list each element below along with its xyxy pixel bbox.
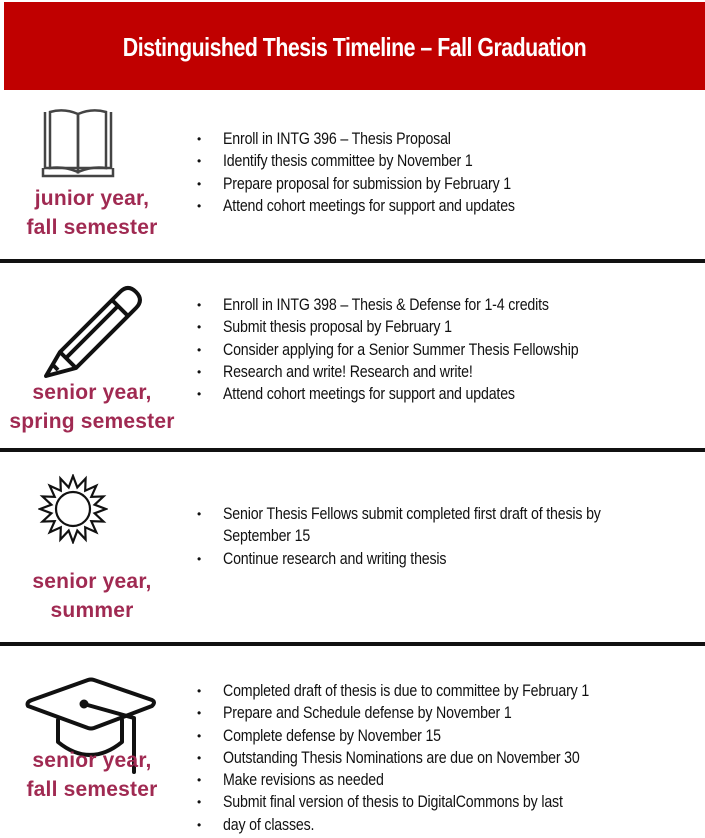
list-item-continuation: September 15 bbox=[223, 527, 311, 546]
section-divider bbox=[0, 448, 705, 452]
list-item: • Enroll in INTG 398 – Thesis & Defense for 1-4 credits bbox=[197, 296, 549, 314]
list-item: • Complete defense by November 15 bbox=[197, 726, 441, 745]
list-item: • Make revisions as needed bbox=[197, 771, 384, 790]
sun-icon bbox=[38, 474, 108, 544]
period-label: senior year, fall semester bbox=[26, 749, 158, 801]
period-label: senior year, spring semester bbox=[9, 381, 175, 433]
list-item: • Research and write! Research and write! bbox=[197, 362, 473, 381]
task-list bbox=[197, 128, 562, 217]
list-item: • Attend cohort meetings for support and updates bbox=[197, 385, 515, 404]
title-banner bbox=[4, 2, 705, 90]
list-item: • Consider applying for a Senior Summer Thesis Fellowship bbox=[197, 340, 579, 359]
list-item: • Submit final version of thesis to DigitalCommons by last bbox=[197, 793, 563, 812]
list-item: • Prepare and Schedule defense by November 1 bbox=[197, 704, 512, 723]
section-divider bbox=[0, 642, 705, 646]
list-item: • Submit thesis proposal by February 1 bbox=[197, 318, 452, 337]
list-item: • Identify thesis committee by November 1 bbox=[197, 152, 473, 171]
period-label: senior year, summer bbox=[32, 570, 152, 622]
list-item: • day of classes. bbox=[197, 815, 315, 834]
book-icon bbox=[40, 106, 116, 182]
list-item: • Prepare proposal for submission by February 1 bbox=[197, 174, 512, 193]
list-item: • Senior Thesis Fellows submit completed first draft of thesis by bbox=[197, 505, 601, 523]
list-item: • Attend cohort meetings for support and updates bbox=[197, 196, 515, 215]
task-list bbox=[197, 680, 649, 836]
period-label: junior year, fall semester bbox=[26, 187, 158, 239]
task-list bbox=[197, 503, 662, 570]
section-divider bbox=[0, 259, 705, 263]
list-item: • Enroll in INTG 396 – Thesis Proposal bbox=[197, 130, 451, 148]
list-item: • Outstanding Thesis Nominations are due on November 30 bbox=[197, 748, 580, 767]
task-list bbox=[197, 294, 636, 405]
page-title: Distinguished Thesis Timeline – Fall Graduation bbox=[122, 32, 587, 62]
list-item: • Completed draft of thesis is due to committee by February 1 bbox=[197, 682, 590, 700]
pencil-icon bbox=[40, 280, 144, 380]
list-item: • Continue research and writing thesis bbox=[197, 549, 447, 568]
